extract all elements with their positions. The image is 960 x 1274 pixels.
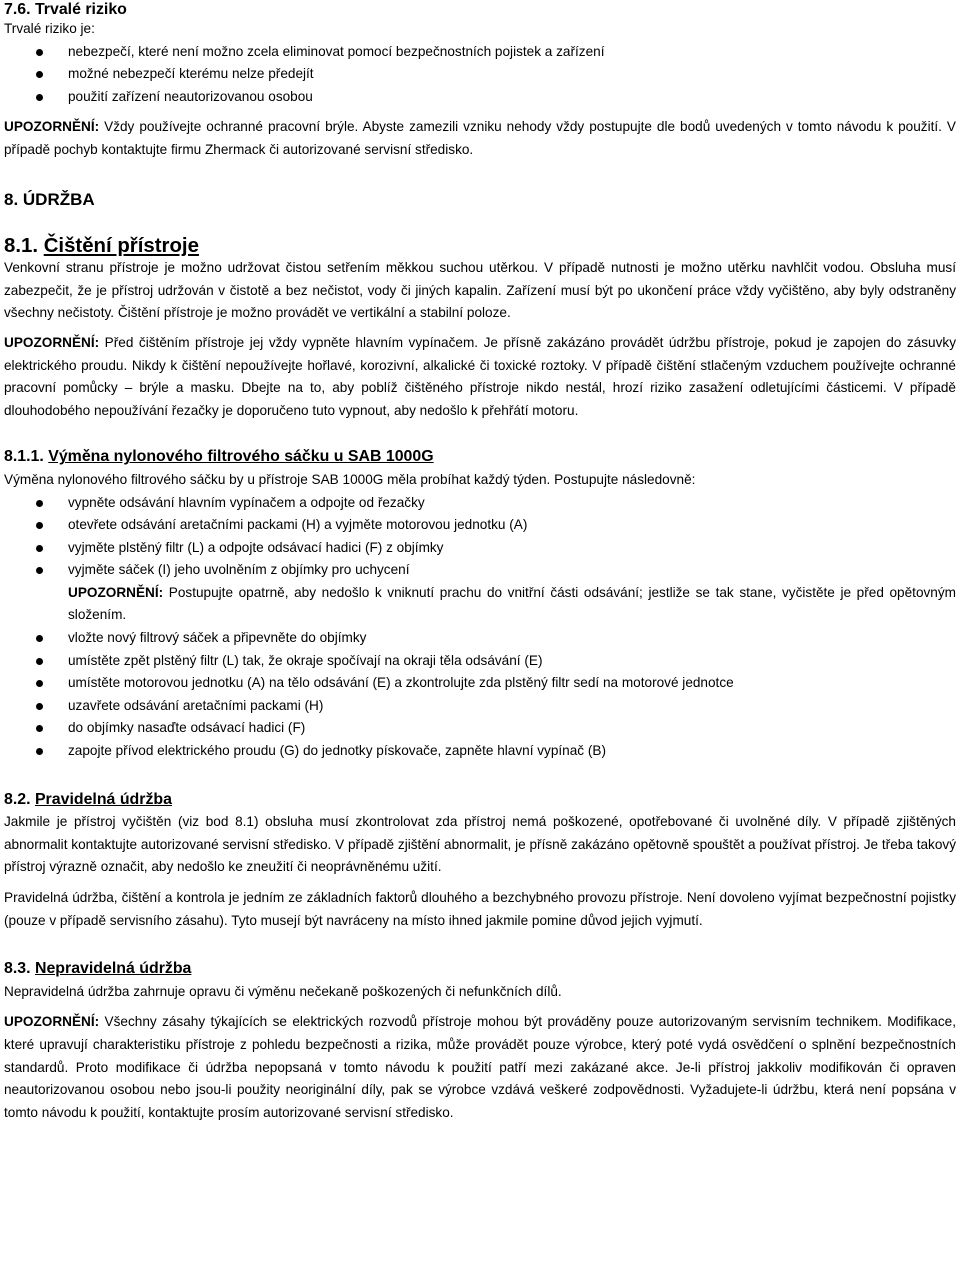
- bullet-icon: [36, 658, 43, 665]
- bullet-icon: [36, 680, 43, 687]
- document-page: [4, 0, 956, 1124]
- list-item: do objímky nasaďte odsávací hadici (F): [4, 717, 956, 740]
- section-8-2-paragraph-1: Jakmile je přístroj vyčištěn (viz bod 8.1) obsluha musí zkontrolovat zda přístroj nemá poškozené, opotřebované či uvolněné díly. V případě zjištěných abnormalit kontaktujte autorizované servisní středisko. V případě zjištění abnormalit, je přísně zakázáno opětovně spouštět a používat přístroj. Je třeba takový přístroj výrazně označit, aby nedošlo ke zneužití či neoprávněnému užití.: [4, 814, 956, 875]
- section-7-6-intro: Trvalé riziko je:: [4, 21, 95, 36]
- section-8-1-title: 8.1. Čištění přístroje: [4, 234, 199, 257]
- list-item: použití zařízení neautorizovanou osobou: [4, 86, 956, 109]
- bullet-icon: [36, 545, 43, 552]
- section-8-1-1-intro: Výměna nylonového filtrového sáčku by u přístroje SAB 1000G měla probíhat každý týden. Postupujte následovně:: [4, 471, 696, 487]
- section-7-6-warning: UPOZORNĚNÍ: Vždy používejte ochranné pracovní brýle. Abyste zamezili vzniku nehody vždy postupujte dle bodů uvedených v tomto návodu k použití. V případě pochyb kontaktujte firmu Zhermack či autorizované servisní středisko.: [4, 119, 956, 157]
- section-8-3-warning: UPOZORNĚNÍ: Všechny zásahy týkajících se elektrických rozvodů přístroje mohou být prováděny pouze autorizovaným servisním technikem. Modifikace, které upravují charakteristiku přístroje z pohledu bezpečnosti a rizika, může provádět pouze výrobce, který poté vydá osvědčení o splnění bezpečnostních standardů. Proto modifikace či údržba nepopsaná v tomto návodu k použití patří mezi zakázané akce. Je-li přístroj jakkoliv modifikován či opraven neautorizovanou osobou nebo jsou-li použity neoriginální díly, pak se výrobce vzdává veškeré zodpovědnosti. Vyžadujete-li údržbu, která není popsána v tomto návodu k použití, kontaktujte prosím autorizované servisní středisko.: [4, 1014, 956, 1120]
- warning-label: UPOZORNĚNÍ:: [4, 119, 100, 135]
- bullet-icon: [36, 725, 43, 732]
- list-item: otevřete odsávání aretačními packami (H) a vyjměte motorovou jednotku (A): [4, 514, 956, 537]
- bullet-icon: [36, 522, 43, 529]
- section-8-1-warning: UPOZORNĚNÍ: Před čištěním přístroje jej vždy vypněte hlavním vypínačem. Je přísně zakázáno provádět údržbu přístroje, pokud je zapojen do zásuvky elektrického proudu. Nikdy k čištění nepoužívejte hořlavé, korozivní, alkalické či toxické roztoky. V případě čištění stlačeným vzduchem používejte ochranné pracovní pomůcky – brýle a masku. Dbejte na to, aby poblíž čištěného přístroje nikdo nestál, hrozí riziko zasažení odletujícími částicemi. V případě dlouhodobého nepoužívání řezačky je doporučeno tuto vypnout, aby nedošlo k přehřátí motoru.: [4, 334, 956, 418]
- section-8-1-1-title: 8.1.1. Výměna nylonového filtrového sáčku u SAB 1000G: [4, 448, 434, 466]
- list-item: uzavřete odsávání aretačními packami (H): [4, 695, 956, 718]
- section-8-1-1-list-b: [4, 627, 956, 763]
- section-8-title: 8. ÚDRŽBA: [4, 189, 95, 209]
- bullet-icon: [36, 703, 43, 710]
- bullet-icon: [36, 500, 43, 507]
- bullet-icon: [36, 94, 43, 101]
- list-item: vypněte odsávání hlavním vypínačem a odpojte od řezačky: [4, 492, 956, 515]
- bullet-icon: [36, 635, 43, 642]
- list-item: nebezpečí, které není možno zcela eliminovat pomocí bezpečnostních pojistek a zařízení: [4, 41, 956, 64]
- list-item: umístěte zpět plstěný filtr (L) tak, že okraje spočívají na okraji těla odsávání (E): [4, 650, 956, 673]
- bullet-icon: [36, 567, 43, 574]
- bullet-icon: [36, 748, 43, 755]
- warning-label: UPOZORNĚNÍ:: [4, 1014, 100, 1030]
- list-item: zapojte přívod elektrického proudu (G) do jednotky pískovače, zapněte hlavní vypínač (B): [4, 740, 956, 763]
- list-item: vyjměte sáček (I) jeho uvolněním z objímky pro uchycení: [4, 559, 956, 582]
- list-item: vložte nový filtrový sáček a připevněte do objímky: [4, 627, 956, 650]
- section-8-1-paragraph: Venkovní stranu přístroje je možno udržovat čistou setřením měkkou suchou utěrkou. V případě nutnosti je možno utěrku navhlčit vodou. Obsluha musí zabezpečit, že je přístroj udržován v čistotě a bez nečistot, vody či jiných kapalin. Zařízení musí být po ukončení práce vždy vyčištěno, aby byly odstraněny všechny nečistoty. Čištění přístroje je možno provádět ve vertikální a stabilní poloze.: [4, 260, 956, 321]
- section-8-1-1-list-a: [4, 492, 956, 582]
- section-8-3-paragraph: Nepravidelná údržba zahrnuje opravu či výměnu nečekaně poškozených či nefunkčních dílů.: [4, 983, 562, 999]
- section-8-2-title: 8.2. Pravidelná údržba: [4, 790, 172, 808]
- list-item: možné nebezpečí kterému nelze předejít: [4, 63, 956, 86]
- section-7-6-list: [4, 41, 956, 109]
- list-item: umístěte motorovou jednotku (A) na tělo odsávání (E) a zkontrolujte zda plstěný filtr sedí na motorové jednotce: [4, 672, 956, 695]
- warning-label: UPOZORNĚNÍ:: [4, 334, 100, 350]
- list-item: vyjměte plstěný filtr (L) a odpojte odsávací hadici (F) z objímky: [4, 537, 956, 560]
- warning-label: UPOZORNĚNÍ:: [68, 584, 164, 600]
- section-7-6-title: 7.6. Trvalé riziko: [4, 1, 127, 18]
- section-8-2-paragraph-2: Pravidelná údržba, čištění a kontrola je jedním ze základních faktorů dlouhého a bezchybného provozu přístroje. Není dovoleno vyjímat bezpečnostní pojistky (pouze v případě servisního zásahu). Tyto musejí být navráceny na místo ihned jakmile pomine důvod jejich vyjmutí.: [4, 890, 956, 928]
- bullet-icon: [36, 49, 43, 56]
- section-8-1-1-warning: UPOZORNĚNÍ: Postupujte opatrně, aby nedošlo k vniknutí prachu do vnitřní části odsávání; jestliže se tak stane, vyčistěte je před opětovným složením.: [68, 584, 956, 623]
- section-8-3-title: 8.3. Nepravidelná údržba: [4, 960, 192, 978]
- bullet-icon: [36, 71, 43, 78]
